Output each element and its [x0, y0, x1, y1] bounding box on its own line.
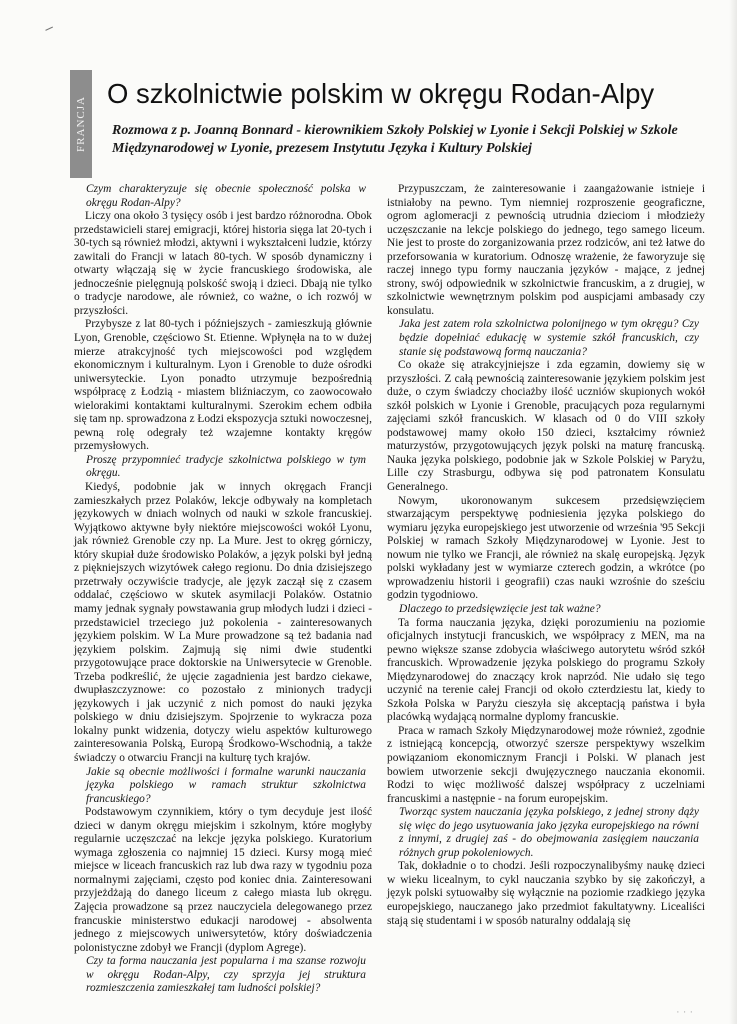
- interview-answer: Przybysze z lat 80-tych i późniejszych - zamieszkują głównie Lyon, Grenoble, częściowo St. Etienne. Wpłynęła na to w dużej mierze atrakcyjność tych miejscowości pod względem ekonomicznym i kulturalnym. Lyon i Grenoble to duże ośrodki uniwersyteckie. Lyon ponadto utrzymuje bezpośrednią współpracę z Łodzią - miastem bliźniaczym, co zaowocowało wielorakimi kontaktami kulturalnymi. Szerokim echem odbiła się tam np. sprowadzona z Łodzi ekspozycja sztuki nowoczesnej, pewną rolę odegrały też wzajemne kontakty kręgów przemysłowych.: [74, 318, 372, 453]
- article-title: O szkolnictwie polskim w okręgu Rodan-Alpy: [107, 78, 655, 109]
- interview-question: Tworząc system nauczania języka polskiego, z jednej strony dąży się więc do jego usytuowania jako języka europejskiego na równi z innymi, z drugiej zaś - do obejmowania zasięgiem nauczania różnych grup pokoleniowych.: [399, 806, 699, 859]
- interview-answer: Nowym, ukoronowanym sukcesem przedsięwzięciem stwarzającym perspektywę podniesienia języka polskiego do wymiaru języka europejskiego jest utworzenie od września '95 Sekcji Polskiej w ramach Szkoły Międzynarodowej w Lyonie. Jest to nowum nie tylko we Francji, ale również na skalę europejską. Język polski wykładany jest w wymiarze czterech godzin, a wkrótce (po wprowadzeniu historii i geografii) czas nauki wzrośnie do sześciu godzin tygodniowo.: [387, 494, 705, 602]
- section-tab-label: FRANCJA: [75, 96, 87, 152]
- interview-question: Jaka jest zatem rola szkolnictwa polonijnego w tym okręgu? Czy będzie dopełniać edukację w systemie szkół francuskich, czy stanie się podstawową formą nauczania?: [399, 318, 699, 358]
- interview-question: Czy ta forma nauczania jest popularna i ma szanse rozwoju w okręgu Rodan-Alpy, czy sprzyja jej struktura rozmieszczenia zamieszkałej tam ludności polskiej?: [86, 955, 366, 995]
- interview-question: Jakie są obecnie możliwości i formalne warunki nauczania języka polskiego w ramach struktur szkolnictwa francuskiego?: [86, 765, 366, 805]
- interview-answer: Tak, dokładnie o to chodzi. Jeśli rozpoczynalibyśmy naukę dzieci w wieku licealnym, to cykl nauczania szybko by się zakończył, a język polski sytuowałby się wyłącznie na poziomie rzadkiego języka europejskiego, nauczanego jako przedmiot fakultatywny. Licealiści stają się studentami i w sposób naturalny oddalają się: [387, 860, 705, 927]
- interview-answer: Kiedyś, podobnie jak w innych okręgach Francji zamieszkałych przez Polaków, lekcje odbywały na kompletach językowych w dniach wolnych od nauki w szkole francuskiej. Wyjątkowo aktywne były niektóre miejscowości wokół Lyonu, jak również Grenoble czy np. La Mure. Jest to okręg górniczy, który skupiał duże środowisko Polaków, a język polski był jedną z piękniejszych wizytówek całego regionu. Do dnia dzisiejszego przetrwały oczywiście tradycje, ale język zaczął się z czasem oddalać, częściowo w skutek asymilacji Polaków. Ostatnio mamy jednak sygnały powstawania grup młodych ludzi i dzieci - przedstawiciel trzeciego już pokolenia - zainteresowanych językiem polskim. W La Mure prowadzone są też badania nad językiem polskim. Zajmują się nimi dwie studentki przygotowujące prace doktorskie na Uniwersytecie w Grenoble. Trzeba podkreślić, że ujęcie zagadnienia jest bardzo ciekawe, dwupłaszczyznowe: co pozostało z minionych tradycji językowych i jak uczynić z nich pomost do nauki języka polskiego w dniu dzisiejszym. Spojrzenie to wykracza poza lokalny punkt widzenia, dotyczy wielu aspektów kulturowego zainteresowania Polską, Europą Środkowo-Wschodnią, a także świadczy o otwarciu Francji na kulturę tych krajów.: [74, 481, 372, 764]
- page-corner-mark: · · ·: [676, 1006, 694, 1018]
- scan-speck: [45, 27, 54, 35]
- article-subtitle: Rozmowa z p. Joanną Bonnard - kierownikiem Szkoły Polskiej w Lyonie i Sekcji Polskiej w Szkole Międzynarodowej w Lyonie, prezesem Instytutu Języka i Kultury Polskiej: [112, 123, 678, 156]
- interview-answer: Co okaże się atrakcyjniejsze i zda egzamin, dowiemy się w przyszłości. Z całą pewnością zainteresowanie językiem polskim jest duże, o czym świadczy chociażby ilość uczniów skupionych wokół szkół polskich w Lyonie i Grenoble, pracujących poza regularnymi zajęciami szkół francuskich. W klasach od 0 do VIII szkoły podstawowej mamy około 150 dzieci, kształcimy również maturzystów, przygotowujących język polski na maturę francuską. Nauka języka polskiego, podobnie jak w Szkole Polskiej w Paryżu, Lille czy Strasburgu, odbywa się pod patronatem Konsulatu Generalnego.: [387, 359, 705, 494]
- interview-question: Czym charakteryzuje się obecnie społeczność polska w okręgu Rodan-Alpy?: [86, 183, 366, 209]
- interview-answer: Praca w ramach Szkoły Międzynarodowej może również, zgodnie z istniejącą koncepcją, otworzyć szersze perspektywy wszelkim powiązaniom ekonomicznym Francji i Polski. W planach jest bowiem utworzenie sekcji dwujęzycznego nauczania ekonomii. Rodzi to więc możliwość dalszej współpracy z uczelniami francuskimi a następnie - na forum europejskim.: [387, 724, 705, 805]
- scan-edge: [729, 0, 737, 1024]
- right-column: [387, 183, 705, 928]
- left-column: [74, 183, 372, 996]
- interview-answer: Przypuszczam, że zainteresowanie i zaangażowanie istnieje i istniałoby na pewno. Tym niemniej rozproszenie geograficzne, ogrom aglomeracji z pewnością utrudnia dzieciom i młodzieży uczęszczanie na lekcje polskiego do jednego, tego samego liceum. Nie jest to proste do zorganizowania przez rodziców, ani też łatwe do przeforsowania w kuratorium. Odnoszę wrażenie, że faworyzuje się raczej innego typu formy nauczania języków - mające, z jednej strony, swój odpowiednik w szkolnictwie francuskim, a z drugiej, w szkolnictwie wewnętrznym polskim pod auspicjami ambasady czy konsulatu.: [387, 183, 705, 317]
- interview-question: Dlaczego to przedsięwzięcie jest tak ważne?: [399, 602, 601, 615]
- interview-answer: Ta forma nauczania języka, dzięki porozumieniu na poziomie oficjalnych instytucji francuskich, we współpracy z MEN, ma na pewno większe szanse zdobycia właściwego autorytetu wśród szkół francuskich. Wprowadzenie języka polskiego do programu Szkoły Międzynarodowej do znaczący krok naprzód. Nie udało się tego uczynić na terenie całej Francji od około czterdziestu lat, kiedy to Szkoła Polska w Paryżu cieszyła się akceptacją państwa i była placówką wydającą normalne dyplomy francuskie.: [387, 616, 705, 724]
- interview-answer: Liczy ona około 3 tysięcy osób i jest bardzo różnorodna. Obok przedstawicieli starej emigracji, której historia sięga lat 20-tych i 30-tych są również młodzi, aktywni i wykształceni ludzie, którzy zawitali do Francji w latach 80-tych. W sposób dynamiczny i otwarty włączają się w życie francuskiego środowiska, ale jednocześnie pielęgnują polskość swoją i dzieci. Dbają nie tylko o tradycje narodowe, ale również, co ważne, o ich rozwój w przyszłości.: [74, 210, 372, 317]
- interview-answer: Podstawowym czynnikiem, który o tym decyduje jest ilość dzieci w danym okręgu miejskim i szkolnym, które mogłyby regularnie uczęszczać na lekcje języka polskiego. Kuratorium wymaga zgłoszenia co najmniej 15 dzieci. Kursy mogą mieć miejsce w liceach francuskich raz lub dwa razy w tygodniu poza normalnymi zajęciami, często pod koniec dnia. Zainteresowani przyjeżdżają do danego liceum z całego miasta lub okręgu. Zajęcia prowadzone są przez nauczyciela delegowanego przez francuskie ministerstwo edukacji narodowej - absolwenta jednego z miejscowych uniwersytetów, który doświadczenia polonistyczne zdobył we Francji (dyplom Agrege).: [74, 806, 372, 954]
- section-tab: [70, 70, 92, 178]
- interview-question: Proszę przypomnieć tradycje szkolnictwa polskiego w tym okręgu.: [86, 453, 366, 480]
